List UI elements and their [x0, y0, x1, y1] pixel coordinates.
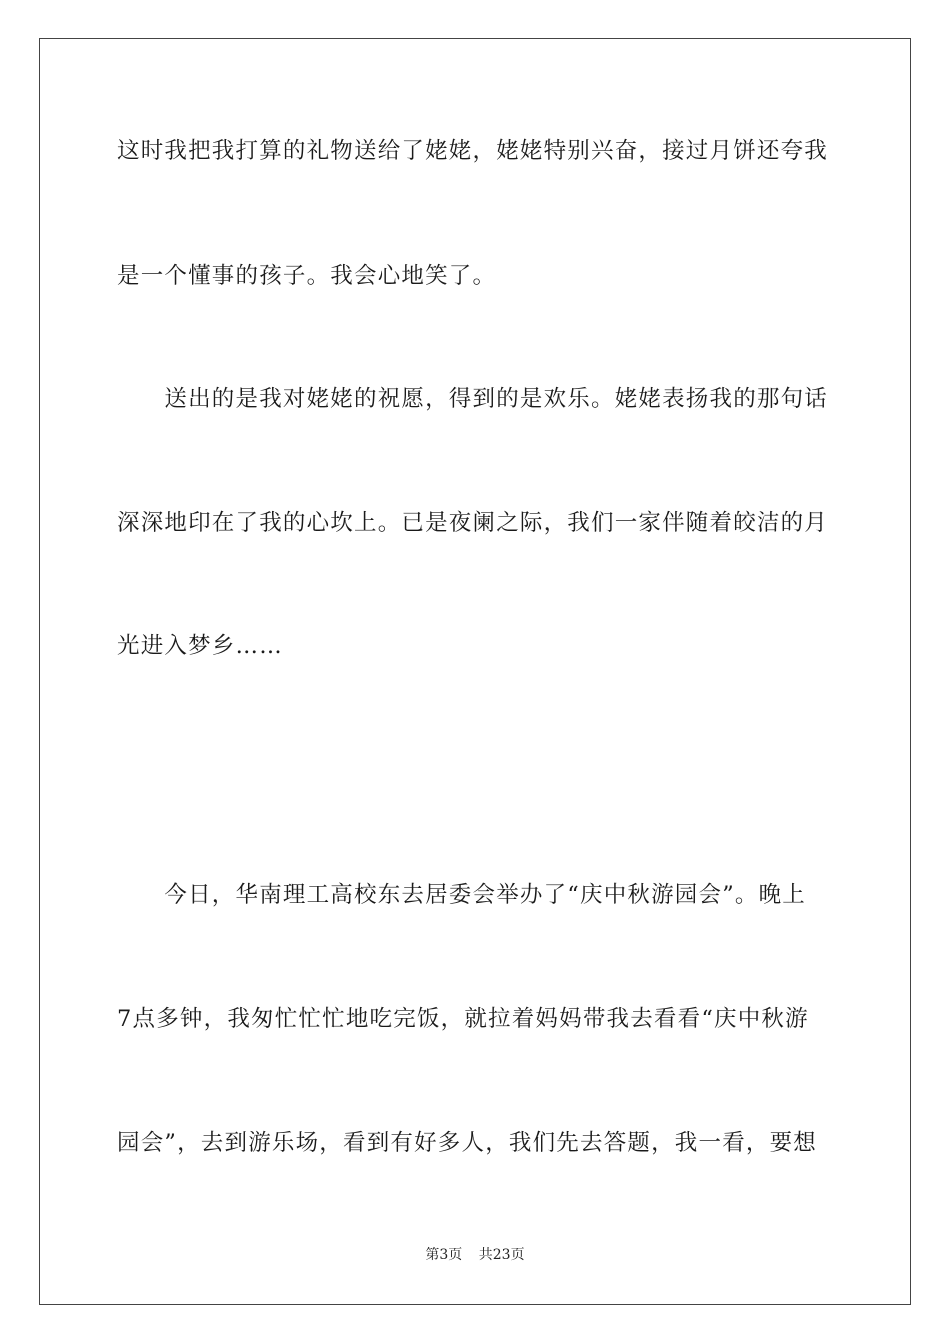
page-number: 第3页	[425, 1247, 463, 1263]
body-text-line: 7点多钟，我匆忙忙忙地吃完饭，就拉着妈妈带我去看看“庆中秋游	[117, 1006, 809, 1032]
body-text-line: 深深地印在了我的心坎上。已是夜阑之际，我们一家伴随着皎洁的月	[117, 510, 829, 536]
body-text-line: 今日，华南理工高校东去居委会举办了“庆中秋游园会”。晚上	[117, 882, 807, 908]
body-text-line: 是一个懂事的孩子。我会心地笑了。	[117, 263, 497, 289]
body-text-line: 光进入梦乡……	[117, 633, 283, 659]
page-border	[39, 38, 911, 1305]
body-text-line: 园会”，去到游乐场，看到有好多人，我们先去答题，我一看，要想	[117, 1130, 818, 1156]
page-total: 共23页	[478, 1247, 525, 1263]
page-footer	[0, 1246, 950, 1264]
body-text-line: 这时我把我打算的礼物送给了姥姥，姥姥特别兴奋，接过月饼还夸我	[117, 138, 829, 164]
body-text-line: 送出的是我对姥姥的祝愿，得到的是欢乐。姥姥表扬我的那句话	[117, 386, 829, 412]
